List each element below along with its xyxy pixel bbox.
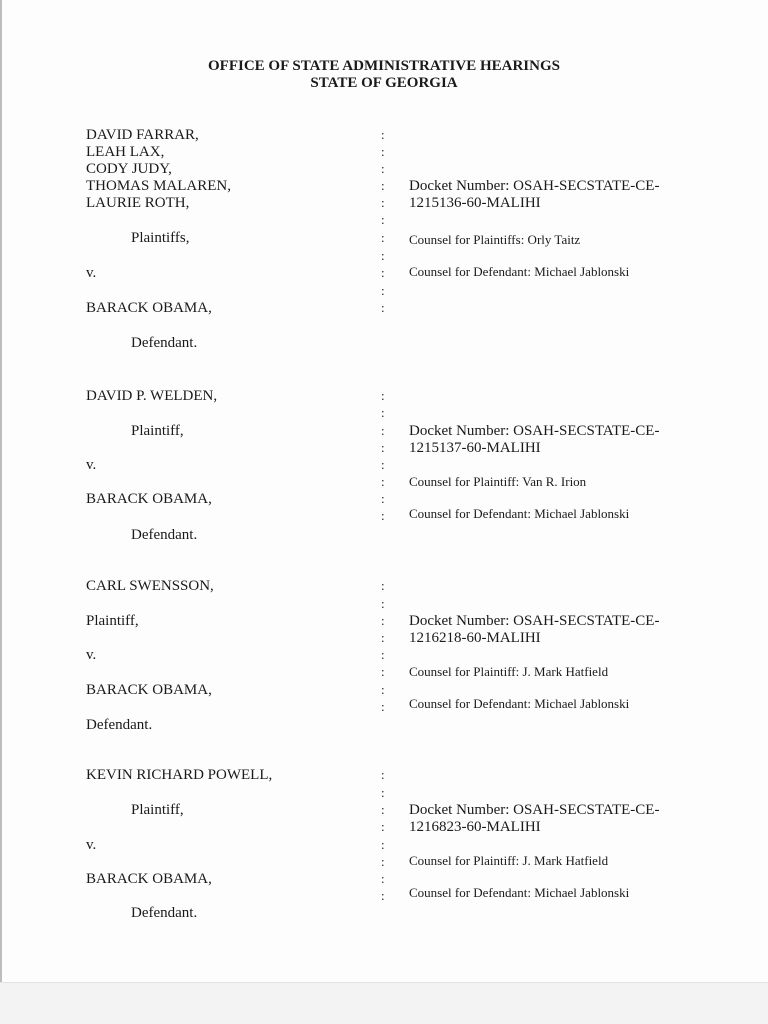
defendant-role: Defendant. (86, 717, 153, 733)
counsel-for-defendant: Counsel for Defendant: Michael Jablonski (409, 506, 630, 521)
caption-colon: : (381, 854, 385, 869)
docket-number-cont: 1216218-60-MALIHI (409, 630, 541, 646)
caption-colon: : (381, 457, 385, 472)
caption-colon: : (381, 283, 385, 298)
caption-colon: : (381, 802, 385, 817)
docket-number-cont: 1215137-60-MALIHI (409, 440, 541, 456)
defendant-name: BARACK OBAMA, (86, 491, 212, 507)
versus-label: v. (86, 837, 97, 853)
plaintiff-name: CODY JUDY, (86, 161, 172, 177)
caption-colon: : (381, 474, 385, 489)
caption-colon: : (381, 388, 385, 403)
counsel-for-defendant: Counsel for Defendant: Michael Jablonski (409, 264, 630, 279)
page-bottom-margin (0, 982, 768, 1024)
docket-number: Docket Number: OSAH-SECSTATE-CE- (409, 423, 660, 439)
caption-colon: : (381, 127, 385, 142)
versus-label: v. (86, 647, 97, 663)
caption-colon: : (381, 871, 385, 886)
caption-colon: : (381, 212, 385, 227)
plaintiff-name: DAVID P. WELDEN, (86, 388, 218, 404)
page-left-edge (0, 0, 2, 1024)
caption-colon: : (381, 300, 385, 315)
scan-edge-line (0, 982, 768, 983)
caption-colon: : (381, 491, 385, 506)
versus-label: v. (86, 457, 97, 473)
defendant-name: BARACK OBAMA, (86, 300, 212, 316)
plaintiff-name: LAURIE ROTH, (86, 195, 190, 211)
plaintiff-role: Plaintiff, (131, 802, 184, 818)
counsel-for-plaintiff: Counsel for Plaintiff: J. Mark Hatfield (409, 853, 609, 868)
caption-colon: : (381, 664, 385, 679)
caption-colon: : (381, 144, 385, 159)
caption-colon: : (381, 699, 385, 714)
defendant-name: BARACK OBAMA, (86, 682, 212, 698)
caption-colon: : (381, 195, 385, 210)
caption-colon: : (381, 888, 385, 903)
caption-colon: : (381, 682, 385, 697)
defendant-role: Defendant. (131, 335, 198, 351)
caption-colon: : (381, 596, 385, 611)
caption-colon: : (381, 613, 385, 628)
counsel-for-defendant: Counsel for Defendant: Michael Jablonski (409, 885, 630, 900)
plaintiff-role: Plaintiff, (131, 423, 184, 439)
plaintiff-name: CARL SWENSSON, (86, 578, 214, 594)
defendant-role: Defendant. (131, 905, 198, 921)
caption-colon: : (381, 767, 385, 782)
plaintiff-name: DAVID FARRAR, (86, 127, 199, 143)
counsel-for-defendant: Counsel for Defendant: Michael Jablonski (409, 696, 630, 711)
caption-colon: : (381, 423, 385, 438)
versus-label: v. (86, 265, 97, 281)
caption-colon: : (381, 405, 385, 420)
plaintiff-name: LEAH LAX, (86, 144, 165, 160)
caption-colon: : (381, 230, 385, 245)
caption-colon: : (381, 578, 385, 593)
caption-colon: : (381, 508, 385, 523)
defendant-name: BARACK OBAMA, (86, 871, 212, 887)
document-heading (0, 58, 768, 92)
counsel-for-plaintiff: Counsel for Plaintiff: J. Mark Hatfield (409, 664, 609, 679)
plaintiff-role: Plaintiff, (86, 613, 139, 629)
defendant-role: Defendant. (131, 527, 198, 543)
caption-colon: : (381, 161, 385, 176)
caption-colon: : (381, 630, 385, 645)
caption-colon: : (381, 785, 385, 800)
docket-number-cont: 1215136-60-MALIHI (409, 195, 541, 211)
caption-colon: : (381, 248, 385, 263)
docket-number: Docket Number: OSAH-SECSTATE-CE- (409, 178, 660, 194)
docket-number: Docket Number: OSAH-SECSTATE-CE- (409, 613, 660, 629)
docket-number-cont: 1216823-60-MALIHI (409, 819, 541, 835)
caption-colon: : (381, 819, 385, 834)
heading-office: OFFICE OF STATE ADMINISTRATIVE HEARINGS (207, 58, 560, 74)
plaintiff-name: KEVIN RICHARD POWELL, (86, 767, 273, 783)
caption-colon: : (381, 837, 385, 852)
caption-colon: : (381, 647, 385, 662)
docket-number: Docket Number: OSAH-SECSTATE-CE- (409, 802, 660, 818)
plaintiff-role: Plaintiffs, (131, 230, 190, 246)
plaintiff-name: THOMAS MALAREN, (86, 178, 232, 194)
caption-colon: : (381, 265, 385, 280)
caption-colon: : (381, 440, 385, 455)
caption-colon: : (381, 178, 385, 193)
heading-state: STATE OF GEORGIA (310, 75, 458, 91)
counsel-for-plaintiff: Counsel for Plaintiffs: Orly Taitz (409, 232, 581, 247)
counsel-for-plaintiff: Counsel for Plaintiff: Van R. Irion (409, 474, 587, 489)
